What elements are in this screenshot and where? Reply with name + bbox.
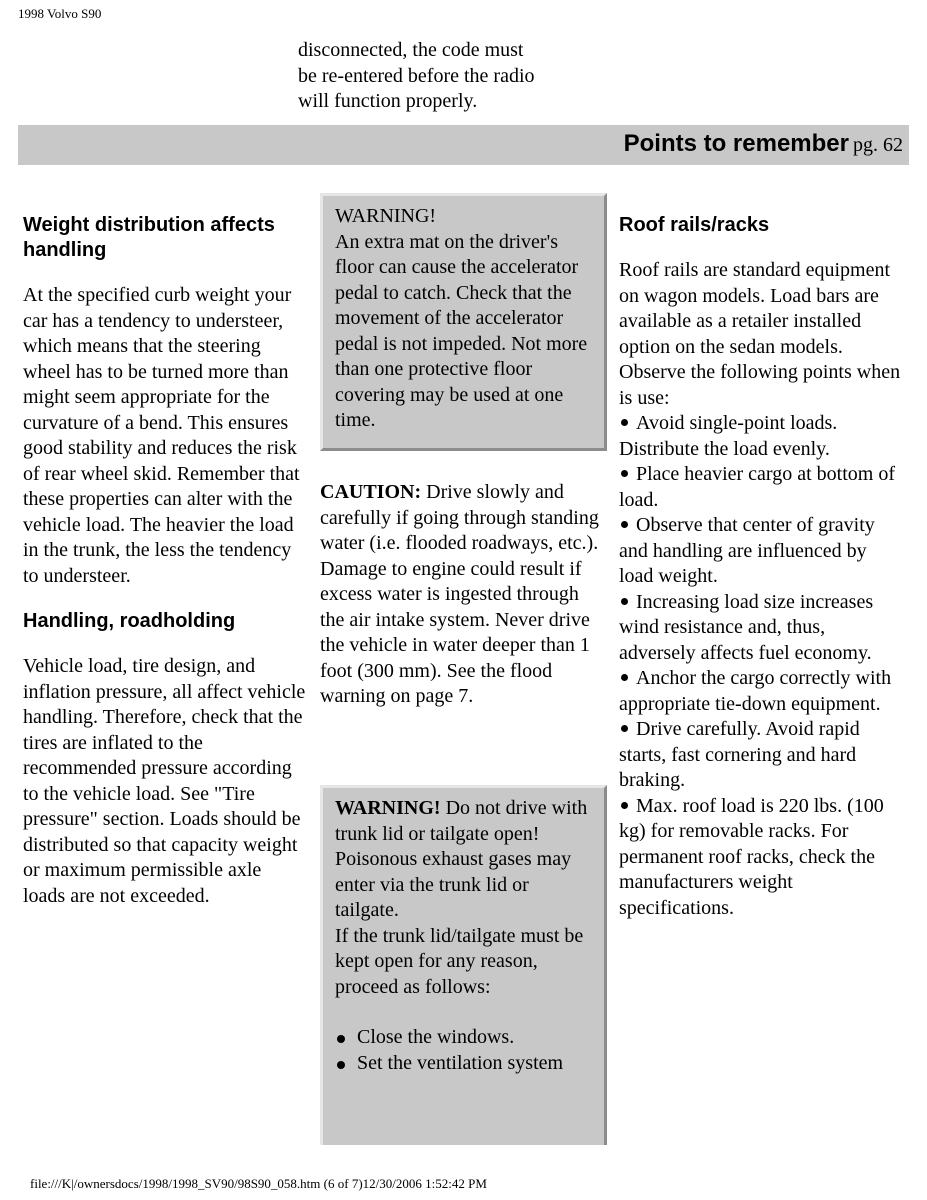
document-title: 1998 Volvo S90	[18, 6, 102, 21]
heading-handling: Handling, roadholding	[23, 610, 236, 632]
section-page-ref: pg. 62	[853, 134, 903, 156]
bullet-icon	[621, 802, 628, 809]
warning-label: WARNING!	[335, 797, 441, 819]
warning-text: Poisonous exhaust gases may enter via the trunk lid or tailgate.	[335, 848, 572, 921]
intro-line: will function properly.	[298, 90, 478, 112]
warning-box-exhaust	[320, 785, 607, 1145]
paragraph-weight-distribution: At the specified curb weight your car has a tendency to understeer, which means that the steering wheel has to be turned more than might seem appropriate for the curvature of a bend. This ensures good stability and reduces the risk of rear wheel skid. Remember that these properties can alter with the vehicle load. The heavier the load in the trunk, the less the tendency to understeer.	[23, 284, 300, 587]
list-item: Drive carefully. Avoid rapid starts, fast cornering and hard braking.	[619, 718, 860, 791]
warning-label: WARNING!	[335, 205, 437, 227]
list-item: Max. roof load is 220 lbs. (100 kg) for removable racks. For permanent roof racks, check the manufacturers weight specifications.	[619, 794, 884, 919]
intro-line: be re-entered before the radio	[298, 64, 535, 87]
list-item: Avoid single-point loads. Distribute the load evenly.	[619, 412, 838, 460]
bullet-icon	[621, 725, 628, 732]
bullet-icon	[621, 598, 628, 605]
bullet-icon	[621, 674, 628, 681]
left-column	[23, 213, 308, 909]
caution-label: CAUTION:	[320, 481, 422, 503]
intro-line: disconnected, the code must	[298, 39, 524, 61]
list-item: Increasing load size increases wind resistance and, thus, adversely affects fuel economy.	[619, 590, 874, 664]
section-title: Points to remember	[623, 130, 849, 157]
bullet-icon	[621, 419, 628, 426]
warning-box-floor-mat	[320, 193, 607, 451]
warning-text: Do not drive with trunk lid or tailgate open!	[335, 797, 588, 845]
list-item: Observe that center of gravity and handling are influenced by load weight.	[619, 514, 875, 587]
list-item: Set the ventilation system	[335, 1051, 592, 1077]
bullet-icon	[337, 1061, 345, 1069]
caution-paragraph	[320, 480, 605, 710]
caution-text: Drive slowly and carefully if going through standing water (i.e. flooded roadways, etc.). Damage to engine could result if excess water is ingested through the air intake system. Never drive the vehicle in water deeper than 1 foot (300 mm). See the flood warning on page 7.	[320, 481, 599, 707]
warning-text: An extra mat on the driver's floor can cause the accelerator pedal to catch. Check that the movement of the accelerator pedal is not impeded. Not more than one protective floor covering may be used at one time.	[335, 230, 588, 431]
intro-text	[298, 38, 598, 115]
list-item: Place heavier cargo at bottom of load.	[619, 463, 895, 511]
warning-text: If the trunk lid/tailgate must be kept open for any reason, proceed as follows:	[335, 924, 584, 998]
paragraph-roof-rails: Roof rails are standard equipment on wagon models. Load bars are available as a retailer installed option on the sedan models. Observe the following points when is use:	[619, 259, 901, 409]
heading-roof-rails: Roof rails/racks	[619, 214, 770, 236]
bullet-icon	[621, 521, 628, 528]
footer-file-path: file:///K|/ownersdocs/1998/1998_SV90/98S90_058.htm (6 of 7)12/30/2006 1:52:42 PM	[30, 1176, 487, 1191]
bullet-icon	[337, 1035, 345, 1043]
heading-weight-distribution: Weight distribution affects handling	[23, 214, 275, 261]
list-item: Anchor the cargo correctly with appropriate tie-down equipment.	[619, 667, 892, 715]
paragraph-handling: Vehicle load, tire design, and inflation pressure, all affect vehicle handling. Therefore, check that the tires are inflated to the recommended pressure according to the vehicle load. See "Tire pressure" section. Loads should be distributed so that capacity weight or maximum permissible axle loads are not exceeded.	[23, 655, 306, 907]
right-column	[619, 213, 904, 921]
list-item: Close the windows.	[335, 1025, 592, 1051]
section-header-bar	[18, 125, 909, 165]
warning-steps-list	[335, 1025, 592, 1076]
bullet-icon	[621, 470, 628, 477]
